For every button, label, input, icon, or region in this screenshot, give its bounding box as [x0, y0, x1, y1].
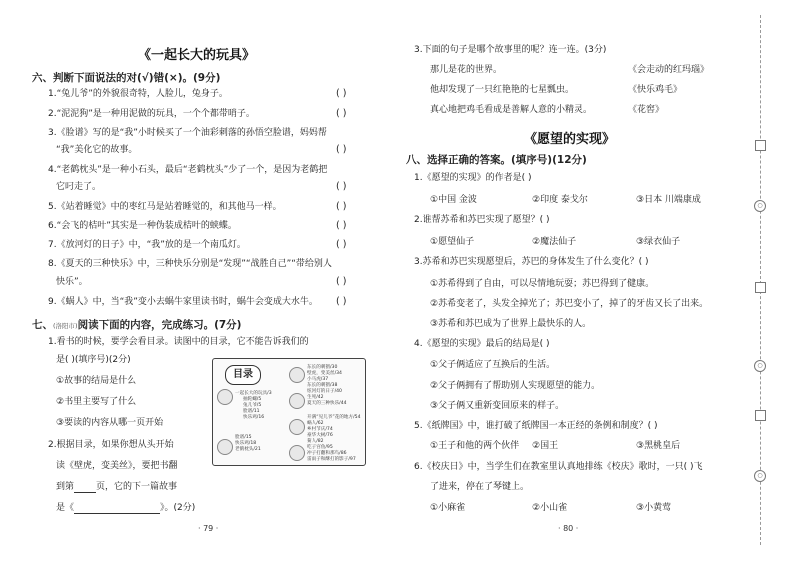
section-6-heading: 六、判断下面说法的对(√)错(×)。(9分) — [32, 72, 221, 84]
page-number-right: · 80 · — [558, 524, 579, 533]
toc-q2-line3-b: 页，它的下一篇故事 — [96, 482, 178, 492]
choice-q6-line1: 6.《校庆日》中，当学生们在教室里认真地排练《校庆》歌时，一只( )飞 — [414, 462, 703, 472]
binding-hole-2: ○ — [754, 360, 766, 372]
binding-box-1 — [755, 140, 766, 151]
choice-q1-opt-2[interactable]: ②印度 泰戈尔 — [532, 195, 588, 205]
toc-entry: 开满“见儿爷”花的地方/54 — [307, 415, 361, 420]
toc-illustration-1 — [217, 389, 233, 405]
choice-q5-opt-2[interactable]: ②国王 — [532, 441, 559, 451]
choice-q2-opt-3[interactable]: ③绿衣仙子 — [636, 237, 681, 247]
choice-q4-opt-2[interactable]: ②父子俩拥有了帮助别人实现愿望的能力。 — [430, 381, 601, 391]
section-7-heading — [32, 317, 241, 332]
toc-entry: 壁虎，变美丝/34 — [307, 371, 342, 376]
toc-q1-line2: 是( )(填序号)(2分) — [56, 355, 131, 365]
choice-q6-opt-3[interactable]: ③小黄莺 — [636, 503, 672, 513]
judge-item-1: 1.“兔儿爷”的外貌很奇特，人脸儿，兔身子。 — [48, 89, 228, 99]
next-story-blank[interactable] — [74, 504, 160, 514]
judge-item-2: 2.“泥泥狗”是一种用泥做的玩具，一个个都带哨子。 — [48, 109, 255, 119]
toc-q2-line3-a: 到第 — [56, 482, 75, 492]
choice-q2-opt-1[interactable]: ①愿望仙子 — [430, 237, 475, 247]
choice-q5: 5.《纸牌国》中，谁打破了纸牌国一本正经的条例和制度？( ) — [414, 421, 658, 431]
binding-box-2 — [755, 282, 766, 293]
judge-item-5: 5.《站着睡觉》中的枣红马是站着睡觉的，和其他马一样。 — [48, 202, 282, 212]
toc-entry: 东长的刺猬/38 — [307, 383, 338, 388]
section-7-number: 七、 — [32, 319, 53, 331]
choice-q1: 1.《愿望的实现》的作者是( ) — [414, 173, 532, 183]
choice-q3-opt-3[interactable]: ③苏希和苏巴成为了世界上最快乐的人。 — [430, 319, 592, 329]
judge-item-9: 9.《蜗人》中，当“我”变小去蜗牛家里读书时，蜗牛会变成大水牛。 — [48, 297, 318, 307]
toc-q1-option-2[interactable]: ②书里主要写了什么 — [56, 397, 137, 407]
toc-entry: 一起长大的玩具/3 — [235, 391, 272, 396]
toc-entry: 快乐鸡/18 — [235, 441, 257, 446]
judge-item-8: 8.《夏天的三种快乐》中，三种快乐分别是“发现”“战胜自己”“带给别人 — [48, 259, 332, 269]
right-page — [400, 0, 745, 566]
toc-entry: 夏天的三种快乐/44 — [307, 401, 347, 406]
binding-box-3 — [755, 410, 766, 421]
toc-entry: 冲子打翻和那鸟/86 — [307, 451, 347, 456]
toc-entry: 老鹤枕头/21 — [235, 447, 261, 452]
match-sentence-2[interactable]: 他却发现了一只红艳艳的七星瓢虫。 — [430, 85, 575, 95]
judge-answer-5[interactable]: ( ) — [336, 201, 347, 212]
toc-q1-line1: 1.看书的时候，要学会看目录。读图中的目录，它不能告诉我们的 — [48, 337, 309, 347]
toc-illustration-5 — [289, 419, 305, 435]
judge-item-8-cont: 快乐”。 — [56, 277, 88, 287]
toc-entry: 抽陀螺/5 — [243, 397, 262, 402]
judge-answer-1[interactable]: ( ) — [336, 88, 347, 99]
table-of-contents-image — [212, 358, 366, 466]
binding-dashed-line — [760, 15, 761, 545]
toc-illustration-2 — [217, 439, 233, 455]
toc-title: 目录 — [225, 365, 261, 385]
match-story-3[interactable]: 《花窖》 — [628, 105, 665, 115]
toc-q2-line4-b: 》。(2分) — [160, 503, 196, 513]
judge-answer-7[interactable]: ( ) — [336, 239, 347, 250]
page-number-left: · 79 · — [198, 524, 219, 533]
toc-entry: 菊人/82 — [307, 439, 324, 444]
judge-answer-9[interactable]: ( ) — [336, 296, 347, 307]
toc-illustration-4 — [289, 393, 305, 409]
toc-q2-line4-a: 是《 — [56, 503, 75, 513]
toc-q2-line4 — [56, 502, 195, 514]
choice-q2: 2.谁帮苏希和苏巴实现了愿望？( ) — [414, 215, 550, 225]
judge-item-3: 3.《脸谱》写的是“我”小时候买了一个油彩刺落的孙悟空脸谱，妈妈帮 — [48, 128, 327, 138]
judge-answer-6[interactable]: ( ) — [336, 220, 347, 231]
left-title: 《一起长大的玩具》 — [138, 48, 256, 63]
choice-q6-opt-2[interactable]: ②小山雀 — [532, 503, 568, 513]
toc-entry: 快乐鸡/16 — [243, 415, 265, 420]
choice-q3: 3.苏希和苏巴实现愿望后，苏巴的身体发生了什么变化？( ) — [414, 257, 649, 267]
toc-entry: 吃子宫鱼/95 — [307, 445, 333, 450]
toc-entry: 脸谱/11 — [243, 409, 260, 414]
toc-entry: 小马虎/37 — [307, 377, 329, 382]
section-7-title: 阅读下面的内容，完成练习。(7分) — [77, 319, 242, 331]
region-tag: (洛阳市) — [53, 322, 78, 330]
judge-answer-2[interactable]: ( ) — [336, 108, 347, 119]
choice-q5-opt-1[interactable]: ①王子和他的两个伙伴 — [430, 441, 520, 451]
judge-answer-8[interactable]: ( ) — [336, 276, 347, 287]
choice-q1-opt-1[interactable]: ①中国 金波 — [430, 195, 477, 205]
page-number-blank[interactable] — [74, 483, 96, 493]
toc-q2-line2: 读《壁虎，变美丝》，要把书翻 — [56, 461, 178, 471]
toc-illustration-6 — [289, 445, 305, 461]
toc-entry: 东长的刺猬/30 — [307, 365, 338, 370]
judge-answer-4[interactable]: ( ) — [336, 181, 347, 192]
judge-item-7: 7.《放河灯的日子》中，“我”放的是一个南瓜灯。 — [48, 240, 246, 250]
toc-entry: 生死/42 — [307, 395, 324, 400]
choice-q1-opt-3[interactable]: ③日本 川端康成 — [636, 195, 701, 205]
toc-q1-option-1[interactable]: ①故事的结局是什么 — [56, 376, 137, 386]
toc-illustration-3 — [289, 367, 305, 383]
match-sentence-1[interactable]: 那儿是花的世界。 — [430, 65, 503, 75]
choice-q5-opt-3[interactable]: ③黑桃皇后 — [636, 441, 681, 451]
toc-entry: 雷雨子和酥打的影子/97 — [307, 457, 356, 462]
match-story-1[interactable]: 《会走动的红玛瑙》 — [628, 65, 710, 75]
toc-entry: 脸谱/15 — [235, 435, 252, 440]
choice-q4: 4.《愿望的实现》最后的结局是( ) — [414, 339, 550, 349]
binding-hole-3: ○ — [754, 470, 766, 482]
choice-q6-opt-1[interactable]: ①小麻雀 — [430, 503, 466, 513]
match-question: 3.下面的句子是哪个故事里的呢？连一连。(3分) — [414, 45, 607, 55]
choice-q4-opt-3[interactable]: ③父子俩又重新变回原来的样子。 — [430, 401, 565, 411]
toc-q2-line3 — [56, 481, 177, 493]
choice-q4-opt-1[interactable]: ①父子俩适应了互换后的生活。 — [430, 360, 556, 370]
toc-q2-line1: 2.根据目录，如果你想从头开始 — [48, 440, 174, 450]
choice-q2-opt-2[interactable]: ②魔法仙子 — [532, 237, 577, 247]
judge-item-4: 4.“老鹤枕头”是一种小石头，最后“老鹤枕头”少了一个，是因为老鹤把 — [48, 165, 328, 175]
toc-entry: 蜗人/62 — [307, 421, 324, 426]
section-8-heading: 八、选择正确的答案。(填序号)(12分) — [406, 154, 587, 166]
toc-entry: 兔儿爷/5 — [243, 403, 262, 408]
toc-q1-option-3[interactable]: ③要读的内容从哪一页开始 — [56, 418, 164, 428]
judge-answer-3[interactable]: ( ) — [336, 144, 347, 155]
choice-q6-line2: 了进来，停在了琴键上。 — [430, 482, 530, 492]
right-title: 《愿望的实现》 — [524, 132, 616, 147]
choice-q3-opt-2[interactable]: ②苏希变老了，头发全掉光了；苏巴变小了，掉了的牙齿又长了出来。 — [430, 299, 709, 309]
toc-entry: 乡村节庆/74 — [307, 427, 333, 432]
toc-entry: 炫河灯的日子/40 — [307, 389, 342, 394]
match-story-2[interactable]: 《快乐鸡毛》 — [628, 85, 683, 95]
binding-hole-1: ○ — [754, 200, 766, 212]
toc-entry: 豪华大树/76 — [307, 433, 333, 438]
choice-q3-opt-1[interactable]: ①苏希得到了自由，可以尽情地玩耍；苏巴得到了健康。 — [430, 279, 655, 289]
judge-item-6: 6.“会飞的桔叶”其实是一种伪装成桔叶的蛱蝶。 — [48, 221, 237, 231]
judge-item-4-cont: 它叼走了。 — [56, 182, 102, 192]
match-sentence-3[interactable]: 真心地把鸡毛看成是善解人意的小精灵。 — [430, 105, 593, 115]
judge-item-3-cont: “我”美化它的故事。 — [56, 145, 138, 155]
